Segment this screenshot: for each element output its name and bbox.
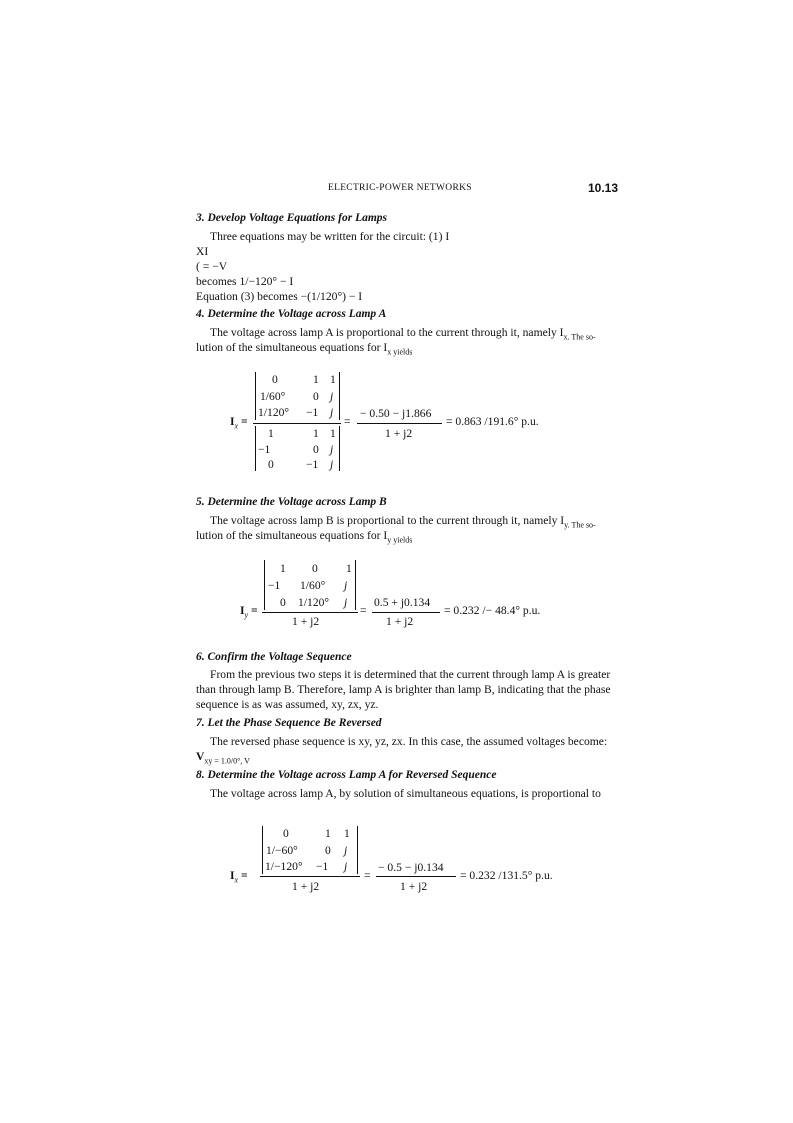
det-cell: 1 [325,827,331,840]
eq8-result: = 0.232 /131.5° p.u. [460,869,553,882]
eq-sign: = [344,415,351,428]
sec3-line-1: Three equations may be written for the circuit: (1) I [210,230,450,243]
sec5-para-line-1: The voltage across lamp B is proportional to the current through it, namely $I_{y. The so-}$ [210,514,596,530]
det-cell: 1/60° [300,579,326,592]
eq5-mid-numerator: 0.5 + j0.134 [374,596,431,609]
eq5-denominator: 1 + j2 [292,615,320,628]
det-cell: j [330,458,334,471]
eq5-lhs: $I_y$ = [240,604,258,620]
sec6-line-1: From the previous two steps it is determined that the current through lamp A is greater [210,668,611,681]
det-cell: 1 [313,427,319,440]
det-cell: 1/60° [260,390,286,403]
eq4-fraction-bar [253,423,341,424]
eq4-mid-numerator: − 0.50 − j1.866 [360,407,432,420]
det-cell: j [344,860,348,873]
page-number: 10.13 [588,181,619,195]
eq8-denominator: 1 + j2 [292,880,320,893]
eq5-fraction-bar [262,612,358,613]
det-cell: 1 [313,373,319,386]
sec6-line-2: than through lamp B. Therefore, lamp A is brighter than lamp B, indicating that the phase [196,683,611,696]
sec3-line-5: Equation (3) becomes −(1/120°) − I [196,290,363,303]
eq8-lhs: $I_x$ = [230,869,248,885]
det-cell: 1 [344,827,350,840]
sec3-line-2: XI [196,245,209,258]
det-cell: −1 [306,406,319,419]
det-cell: j [344,579,348,592]
eq5-mid-fraction-bar [372,612,440,613]
det-cell: 1 [346,562,352,575]
det-cell: −1 [306,458,319,471]
det-cell: j [330,406,334,419]
eq-sign: = [364,869,371,882]
det-cell: 1 [280,562,286,575]
section-8-heading: 8. Determine the Voltage across Lamp A for Reversed Sequence [196,769,497,781]
det-cell: j [344,844,348,857]
det-cell: −1 [316,860,329,873]
det-cell: 1/120° [258,406,290,419]
eq4-lhs: $I_x$ = [230,415,248,431]
det-cell: −1 [268,579,281,592]
det-cell: 1 [268,427,274,440]
det-cell: j [330,443,334,456]
det-cell: 0 [268,458,274,471]
det-cell: 0 [313,390,319,403]
sec7-line-1: The reversed phase sequence is xy, yz, zx. In this case, the assumed voltages become: [210,735,608,748]
eq8-mid-denominator: 1 + j2 [400,880,428,893]
det-cell: 0 [283,827,289,840]
sec3-line-3: ( = −V [196,260,228,273]
eq4-mid-fraction-bar [357,423,442,424]
det-cell: j [344,596,348,609]
eq4-result: = 0.863 /191.6° p.u. [446,415,539,428]
section-4-heading: 4. Determine the Voltage across Lamp A [196,308,387,320]
section-6-heading: 6. Confirm the Voltage Sequence [196,651,352,663]
det-cell: 1/−120° [265,860,303,873]
sec6-line-3: sequence is as was assumed, xy, zx, yz. [196,698,379,711]
det-cell: 0 [280,596,286,609]
det-cell: 1 [330,427,336,440]
det-cell: 1 [330,373,336,386]
eq4-mid-denominator: 1 + j2 [385,427,413,440]
section-5-heading: 5. Determine the Voltage across Lamp B [196,496,387,508]
eq-sign: = [360,604,367,617]
section-3-heading: 3. Develop Voltage Equations for Lamps [196,212,388,224]
running-title: ELECTRIC-POWER NETWORKS [328,183,472,193]
eq5-result: = 0.232 /− 48.4° p.u. [444,604,541,617]
section-7-heading: 7. Let the Phase Sequence Be Reversed [196,717,382,729]
sec4-para-line-1: The voltage across lamp A is proportional to the current through it, namely $I_{x. The so-}$ [210,326,596,342]
sec5-para-line-2: lution of the simultaneous equations for $I_{y yields}$ [196,529,413,545]
det-cell: 0 [312,562,318,575]
sec8-line-1: The voltage across lamp A, by solution of simultaneous equations, is proportional to [210,787,601,800]
sec4-para-line-2: lution of the simultaneous equations for $I_{x yields}$ [196,341,413,357]
eq8-fraction-bar [260,876,360,877]
det-cell: 1/120° [298,596,330,609]
sec7-line-2: $V_{xy = 1.0/0^\circ, V}$ [196,750,250,766]
eq5-mid-denominator: 1 + j2 [386,615,414,628]
det-cell: 1/−60° [266,844,298,857]
sec3-line-4: becomes 1/−120° − I [196,275,294,288]
det-cell: 0 [272,373,278,386]
det-cell: 0 [313,443,319,456]
det-cell: −1 [258,443,271,456]
det-cell: 0 [325,844,331,857]
eq8-mid-fraction-bar [376,876,456,877]
eq8-mid-numerator: − 0.5 − j0.134 [378,861,444,874]
det-cell: j [330,390,334,403]
